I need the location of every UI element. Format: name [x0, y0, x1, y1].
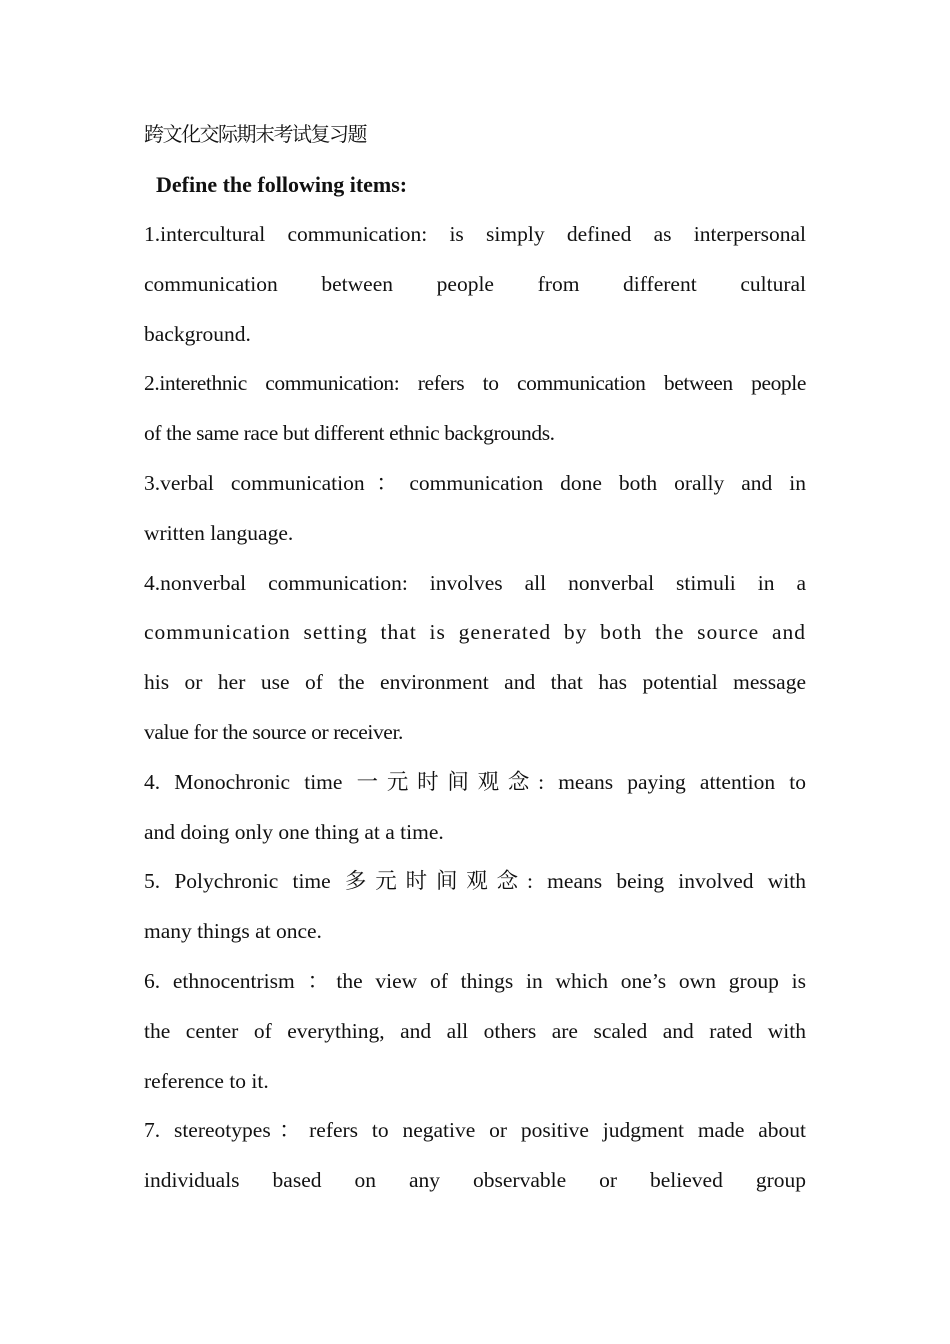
text-line: 4. Monochronic time 一元时间观念: means paying attention to [144, 769, 806, 794]
text-line: 7. stereotypes：refers to negative or positive judgment made about [144, 1118, 806, 1143]
text-line: communication setting that is generated by both the source and [144, 620, 806, 645]
document-page [144, 110, 806, 1206]
text-line: background. [144, 321, 251, 346]
text-line: 2.interethnic communication: refers to communication between people [144, 371, 806, 396]
text-line: his or her use of the environment and that has potential message [144, 670, 806, 695]
definition-verbal-communication [144, 459, 806, 559]
definition-nonverbal-communication [144, 559, 806, 758]
text-line: many things at once. [144, 919, 322, 944]
text-line: and doing only one thing at a time. [144, 819, 444, 844]
text-line: 3.verbal communication：communication done both orally and in [144, 470, 806, 495]
definition-ethnocentrism [144, 957, 806, 1106]
text-line: 6. ethnocentrism ：the view of things in which one’s own group is [144, 968, 806, 993]
definition-intercultural-communication [144, 210, 806, 359]
text-line: written language. [144, 520, 294, 545]
text-line: individuals based on any observable or believed group [144, 1168, 806, 1193]
text-line: the center of everything, and all others are scaled and rated with [144, 1018, 806, 1043]
text-line: reference to it. [144, 1068, 269, 1093]
text-line: of the same race but different ethnic backgrounds. [144, 421, 555, 446]
section-heading: Define the following items: [156, 172, 408, 197]
document-title: 跨文化交际期末考试复习题 [144, 124, 366, 146]
definition-stereotypes [144, 1106, 806, 1206]
text-line: 5. Polychronic time 多元时间观念: means being involved with [144, 869, 806, 894]
definition-monochronic-time [144, 758, 806, 858]
text-line: value for the source or receiver. [144, 719, 403, 744]
text-line: 1.intercultural communication: is simply defined as interpersonal [144, 222, 806, 246]
text-line: communication between people from different cultural [144, 271, 806, 296]
definition-interethnic-communication [144, 359, 806, 459]
text-line: 4.nonverbal communication: involves all nonverbal stimuli in a [144, 570, 806, 595]
definition-polychronic-time [144, 857, 806, 957]
